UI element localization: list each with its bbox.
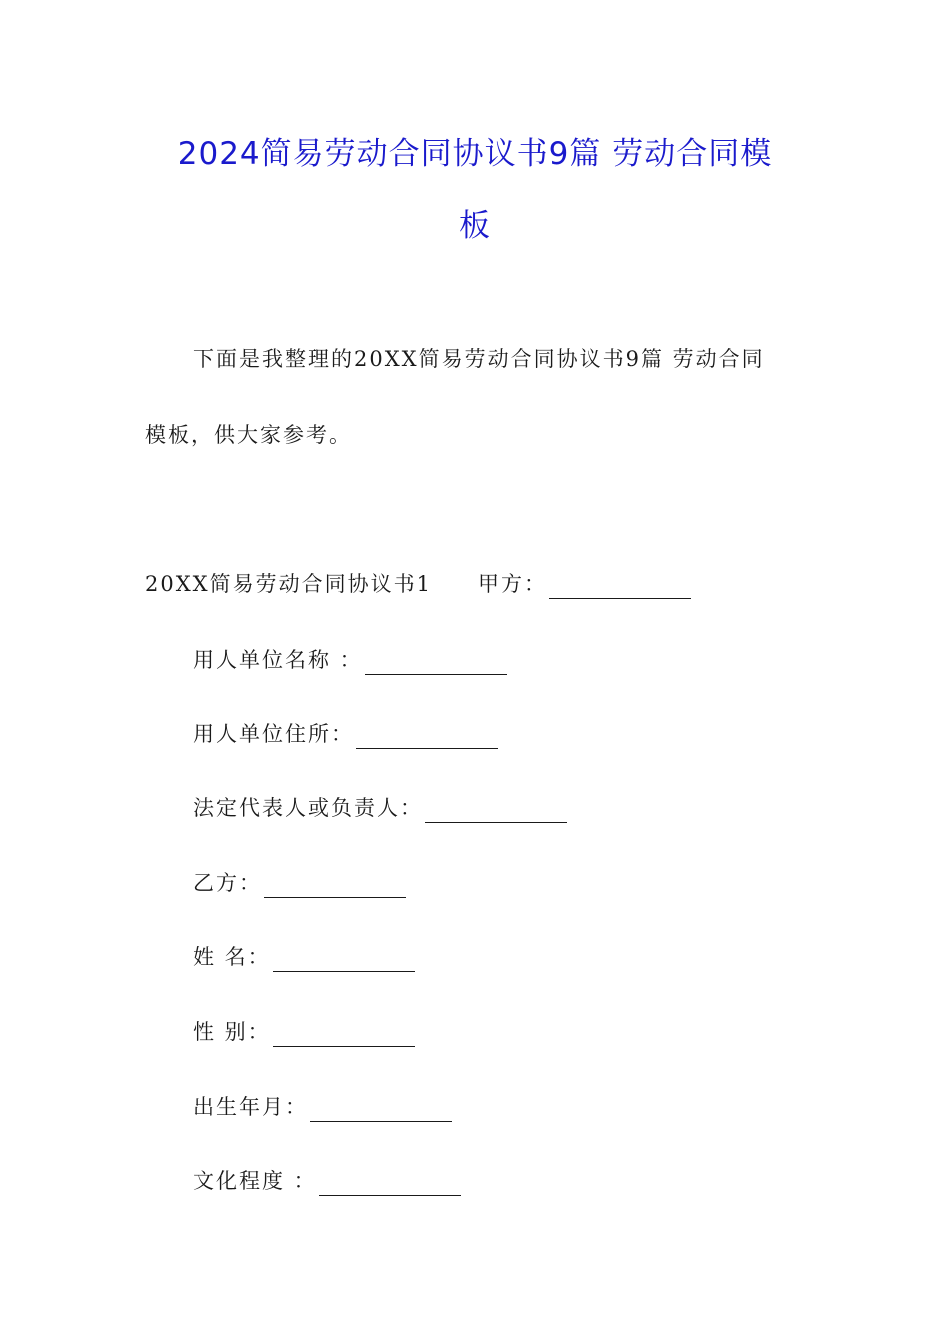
party-b-row — [193, 868, 406, 898]
party-b-blank[interactable] — [264, 875, 406, 898]
name-label: 姓 名： — [193, 945, 271, 969]
legal-rep-row — [193, 793, 567, 823]
section-heading: 20XX简易劳动合同协议书1 — [145, 572, 432, 596]
party-a-label: 甲方： — [477, 572, 547, 596]
document-title-line-2: 板 — [459, 208, 491, 244]
legal-rep-blank[interactable] — [425, 800, 567, 823]
education-label: 文化程度 ： — [193, 1169, 317, 1193]
gender-blank[interactable] — [273, 1024, 415, 1047]
gender-label: 性 别： — [193, 1020, 271, 1044]
document-title-line-1: 2024简易劳动合同协议书9篇 劳动合同模 — [177, 136, 773, 172]
birth-row — [193, 1092, 452, 1122]
birth-blank[interactable] — [310, 1099, 452, 1122]
legal-rep-label: 法定代表人或负责人： — [193, 796, 423, 820]
education-row — [193, 1166, 461, 1196]
birth-label: 出生年月： — [193, 1095, 308, 1119]
party-b-label: 乙方： — [193, 871, 262, 895]
party-a-blank[interactable] — [549, 576, 691, 599]
gender-row — [193, 1017, 415, 1047]
section-heading-row — [145, 569, 691, 599]
employer-name-row — [193, 645, 507, 675]
employer-address-row — [193, 719, 498, 749]
name-blank[interactable] — [273, 949, 415, 972]
education-blank[interactable] — [319, 1173, 461, 1196]
employer-name-label: 用人单位名称 ： — [193, 648, 363, 672]
name-row — [193, 942, 415, 972]
employer-name-blank[interactable] — [365, 652, 507, 675]
intro-paragraph-line-1: 下面是我整理的20XX简易劳动合同协议书9篇 劳动合同 — [193, 347, 765, 371]
intro-paragraph-line-2: 模板，供大家参考。 — [145, 423, 352, 447]
employer-address-label: 用人单位住所： — [193, 722, 354, 746]
employer-address-blank[interactable] — [356, 726, 498, 749]
